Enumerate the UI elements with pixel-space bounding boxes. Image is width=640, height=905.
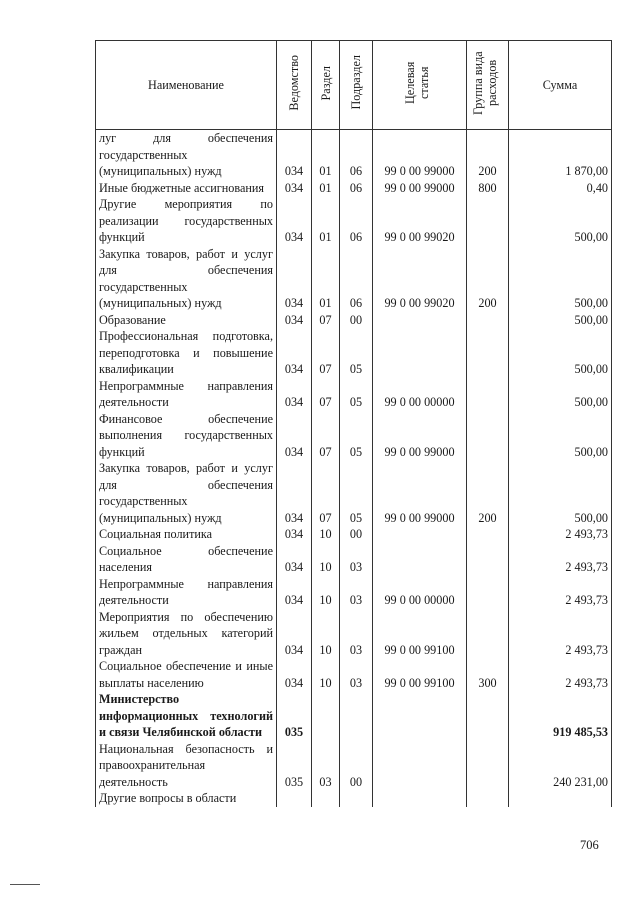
row-sum: 500,00 xyxy=(509,312,612,329)
row-group xyxy=(467,328,509,378)
table-row xyxy=(96,543,612,576)
row-dept: 034 xyxy=(277,180,312,197)
row-sum: 2 493,73 xyxy=(509,658,612,691)
row-target: 99 0 00 99100 xyxy=(373,609,467,659)
table-row xyxy=(96,180,612,197)
table-row xyxy=(96,691,612,741)
row-target: 99 0 00 00000 xyxy=(373,576,467,609)
row-name: Социальное обеспечение и иные выплаты населению xyxy=(96,658,277,691)
row-group xyxy=(467,543,509,576)
row-section: 01 xyxy=(312,180,340,197)
row-target: 99 0 00 99100 xyxy=(373,658,467,691)
row-dept: 034 xyxy=(277,246,312,312)
row-target xyxy=(373,526,467,543)
row-subsection: 00 xyxy=(340,526,373,543)
row-target: 99 0 00 99000 xyxy=(373,411,467,461)
row-name: Министерство информационных технологий и связи Челябинской области xyxy=(96,691,277,741)
header-target-label: Целевая статья xyxy=(402,61,431,104)
row-dept: 034 xyxy=(277,411,312,461)
header-section-label: Раздел xyxy=(318,65,333,100)
row-sum: 500,00 xyxy=(509,460,612,526)
row-dept xyxy=(277,790,312,807)
row-dept: 034 xyxy=(277,609,312,659)
row-name: Иные бюджетные ассигнования xyxy=(96,180,277,197)
row-sum: 2 493,73 xyxy=(509,609,612,659)
row-group xyxy=(467,312,509,329)
row-group: 800 xyxy=(467,180,509,197)
row-subsection: 03 xyxy=(340,658,373,691)
row-sum: 240 231,00 xyxy=(509,741,612,791)
row-sum: 2 493,73 xyxy=(509,543,612,576)
row-target: 99 0 00 99020 xyxy=(373,246,467,312)
table-row xyxy=(96,741,612,791)
row-dept: 034 xyxy=(277,196,312,246)
row-sum: 2 493,73 xyxy=(509,526,612,543)
row-group xyxy=(467,526,509,543)
table-row xyxy=(96,576,612,609)
row-sum: 500,00 xyxy=(509,246,612,312)
row-sum: 500,00 xyxy=(509,328,612,378)
row-subsection: 06 xyxy=(340,196,373,246)
row-subsection xyxy=(340,691,373,741)
table-row xyxy=(96,196,612,246)
row-dept: 035 xyxy=(277,691,312,741)
row-group: 200 xyxy=(467,246,509,312)
row-section: 01 xyxy=(312,246,340,312)
row-sum: 1 870,00 xyxy=(509,130,612,180)
row-group xyxy=(467,196,509,246)
row-sum: 0,40 xyxy=(509,180,612,197)
row-dept: 034 xyxy=(277,378,312,411)
table-row xyxy=(96,246,612,312)
row-group xyxy=(467,576,509,609)
row-name: Мероприятия по обеспечению жильем отдельных категорий граждан xyxy=(96,609,277,659)
row-subsection: 05 xyxy=(340,378,373,411)
row-section xyxy=(312,790,340,807)
table-row xyxy=(96,526,612,543)
row-section: 07 xyxy=(312,460,340,526)
row-section: 10 xyxy=(312,576,340,609)
table-row xyxy=(96,411,612,461)
table-body xyxy=(96,130,612,807)
row-name: Непрограммные направления деятельности xyxy=(96,378,277,411)
row-subsection: 06 xyxy=(340,130,373,180)
scan-mark xyxy=(10,884,40,885)
row-subsection: 05 xyxy=(340,460,373,526)
row-target xyxy=(373,543,467,576)
row-dept: 034 xyxy=(277,576,312,609)
table-row xyxy=(96,328,612,378)
row-subsection xyxy=(340,790,373,807)
row-section: 10 xyxy=(312,609,340,659)
row-target xyxy=(373,312,467,329)
row-target xyxy=(373,790,467,807)
row-name: луг для обеспечения государственных (муниципальных) нужд xyxy=(96,130,277,180)
table-header-row xyxy=(96,41,612,130)
row-subsection: 05 xyxy=(340,328,373,378)
row-section: 01 xyxy=(312,196,340,246)
row-target: 99 0 00 99000 xyxy=(373,460,467,526)
row-dept: 034 xyxy=(277,312,312,329)
row-subsection: 03 xyxy=(340,609,373,659)
row-name: Закупка товаров, работ и услуг для обеспечения государственных (муниципальных) нужд xyxy=(96,246,277,312)
row-dept: 035 xyxy=(277,741,312,791)
row-name: Образование xyxy=(96,312,277,329)
row-target: 99 0 00 00000 xyxy=(373,378,467,411)
row-sum xyxy=(509,790,612,807)
table-row xyxy=(96,312,612,329)
row-dept: 034 xyxy=(277,543,312,576)
row-name: Социальное обеспечение населения xyxy=(96,543,277,576)
row-subsection: 06 xyxy=(340,180,373,197)
row-subsection: 05 xyxy=(340,411,373,461)
row-subsection: 06 xyxy=(340,246,373,312)
row-sum: 2 493,73 xyxy=(509,576,612,609)
row-dept: 034 xyxy=(277,328,312,378)
table-row xyxy=(96,609,612,659)
header-subsection-label: Подраздел xyxy=(349,55,363,111)
row-name: Другие вопросы в области xyxy=(96,790,277,807)
header-group xyxy=(467,41,509,130)
row-dept: 034 xyxy=(277,130,312,180)
row-group xyxy=(467,378,509,411)
row-dept: 034 xyxy=(277,460,312,526)
header-sum: Сумма xyxy=(509,41,612,130)
row-dept: 034 xyxy=(277,658,312,691)
header-subsection xyxy=(340,41,373,130)
row-section: 07 xyxy=(312,378,340,411)
row-subsection: 03 xyxy=(340,576,373,609)
row-group xyxy=(467,790,509,807)
table-row xyxy=(96,790,612,807)
row-section: 10 xyxy=(312,526,340,543)
row-name: Закупка товаров, работ и услуг для обеспечения государственных (муниципальных) нужд xyxy=(96,460,277,526)
row-target xyxy=(373,328,467,378)
row-section: 07 xyxy=(312,411,340,461)
row-sum: 500,00 xyxy=(509,378,612,411)
row-target: 99 0 00 99000 xyxy=(373,180,467,197)
header-name: Наименование xyxy=(96,41,277,130)
row-section: 07 xyxy=(312,328,340,378)
row-group: 200 xyxy=(467,130,509,180)
row-group: 200 xyxy=(467,460,509,526)
row-name: Непрограммные направления деятельности xyxy=(96,576,277,609)
header-section xyxy=(312,41,340,130)
budget-table xyxy=(95,40,612,807)
row-group xyxy=(467,609,509,659)
row-group xyxy=(467,741,509,791)
row-group: 300 xyxy=(467,658,509,691)
row-target xyxy=(373,741,467,791)
row-section: 07 xyxy=(312,312,340,329)
row-subsection: 03 xyxy=(340,543,373,576)
row-sum: 500,00 xyxy=(509,411,612,461)
table-row xyxy=(96,130,612,180)
header-target xyxy=(373,41,467,130)
row-section: 03 xyxy=(312,741,340,791)
row-target: 99 0 00 99000 xyxy=(373,130,467,180)
row-name: Профессиональная подготовка, переподготовка и повышение квалификации xyxy=(96,328,277,378)
row-group xyxy=(467,691,509,741)
row-dept: 034 xyxy=(277,526,312,543)
row-subsection: 00 xyxy=(340,741,373,791)
row-name: Социальная политика xyxy=(96,526,277,543)
header-group-label: Группа вида расходов xyxy=(470,50,499,115)
row-section: 10 xyxy=(312,658,340,691)
header-dept xyxy=(277,41,312,130)
row-name: Финансовое обеспечение выполнения государственных функций xyxy=(96,411,277,461)
row-name: Другие мероприятия по реализации государственных функций xyxy=(96,196,277,246)
row-subsection: 00 xyxy=(340,312,373,329)
table-row xyxy=(96,460,612,526)
row-name: Национальная безопасность и правоохранительная деятельность xyxy=(96,741,277,791)
row-section: 01 xyxy=(312,130,340,180)
row-section xyxy=(312,691,340,741)
table-row xyxy=(96,378,612,411)
row-group xyxy=(467,411,509,461)
page-number: 706 xyxy=(580,838,599,852)
row-sum: 919 485,53 xyxy=(509,691,612,741)
row-target: 99 0 00 99020 xyxy=(373,196,467,246)
row-target xyxy=(373,691,467,741)
row-section: 10 xyxy=(312,543,340,576)
table-row xyxy=(96,658,612,691)
row-sum: 500,00 xyxy=(509,196,612,246)
header-dept-label: Ведомство xyxy=(287,54,301,111)
